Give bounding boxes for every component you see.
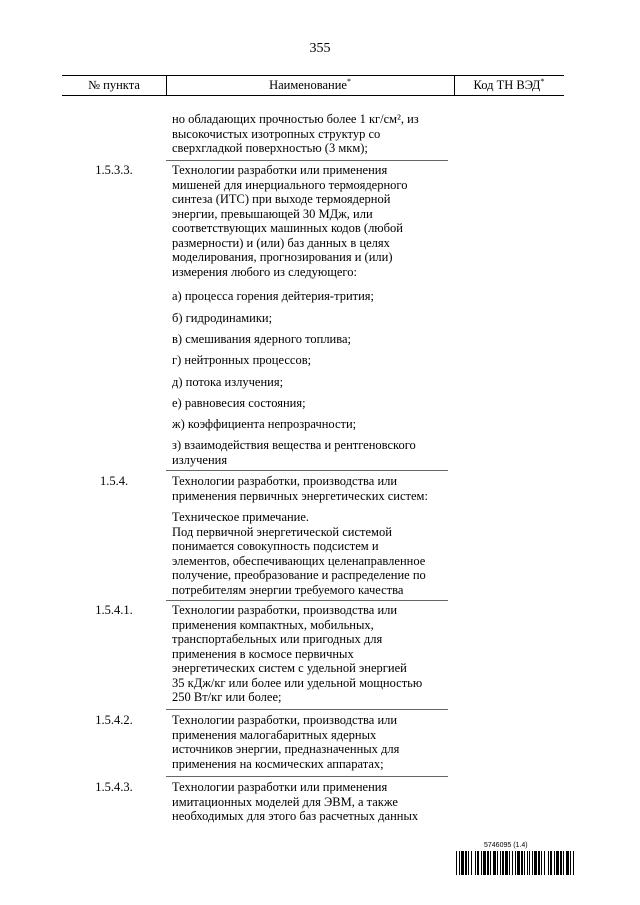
item-text: Технологии разработки, производства или применения первичных энергетических систем:	[172, 474, 428, 503]
row-separator	[166, 709, 448, 710]
header-code-mark: *	[540, 76, 545, 86]
item-number: 1.5.4.2.	[95, 713, 133, 727]
item-text: Технологии разработки или применения мишеней для инерциального термоядерного синтеза (ИТС) при выходе термоядерной энергии, превышающей 30 МДж, или соответствующих машинных кодов (любой размерности) и (или) баз данных в целях моделирования, прогнозирования и (или) измерения любого из следующего:	[172, 163, 408, 279]
item-text: в) смешивания ядерного топлива;	[172, 332, 352, 346]
item-text: а) процесса горения дейтерия-трития;	[172, 289, 375, 303]
row-separator	[166, 470, 448, 471]
document-code: 5746095 (1.4)	[484, 842, 528, 849]
item-text: д) потока излучения;	[172, 375, 284, 389]
item-number: 1.5.4.	[99, 474, 129, 488]
item-text: но обладающих прочностью более 1 кг/см², из высокочистых изотропных структур со сверхгладкой поверхностью (3 мкм);	[172, 112, 419, 155]
item-number: 1.5.4.3.	[95, 780, 133, 794]
page-number: 355	[309, 41, 331, 56]
item-text: Технологии разработки, производства или применения малогабаритных ядерных источников энергии, предназначенных для применения на космических аппаратах;	[172, 713, 400, 771]
item-text: г) нейтронных процессов;	[172, 353, 312, 367]
header-tn-ved-code	[454, 78, 564, 93]
item-text: Технологии разработки, производства или применения компактных, мобильных, транспортабельных или пригодных для применения в космосе первичных энергетических систем с удельной энергией 35 кДж/кг или более или удельной мощностью 250 Вт/кг или более;	[172, 603, 423, 704]
header-name-mark: *	[346, 76, 351, 86]
row-separator	[166, 776, 448, 777]
table-header	[62, 75, 564, 96]
header-item-number: № пункта	[88, 78, 140, 92]
header-code-label: Код ТН ВЭД	[473, 78, 541, 92]
item-text: е) равновесия состояния;	[172, 396, 306, 410]
item-text: з) взаимодействия вещества и рентгеновского излучения	[172, 438, 416, 467]
item-number: 1.5.4.1.	[95, 603, 133, 617]
row-separator	[166, 600, 448, 601]
item-number: 1.5.3.3.	[95, 163, 133, 177]
item-text: б) гидродинамики;	[172, 311, 273, 325]
row-separator	[166, 160, 448, 161]
item-text: Техническое примечание. Под первичной энергетической системой понимается совокупность подсистем и элементов, обеспечивающих целенаправленное получение, преобразование и распределение по потребителям энергии требуемого качества	[172, 510, 426, 597]
item-text: ж) коэффициента непрозрачности;	[172, 417, 357, 431]
barcode	[456, 851, 574, 875]
header-name	[166, 78, 454, 93]
header-name-label: Наименование	[269, 78, 347, 92]
item-text: Технологии разработки или применения имитационных моделей для ЭВМ, а также необходимых для этого баз расчетных данных	[172, 780, 419, 823]
